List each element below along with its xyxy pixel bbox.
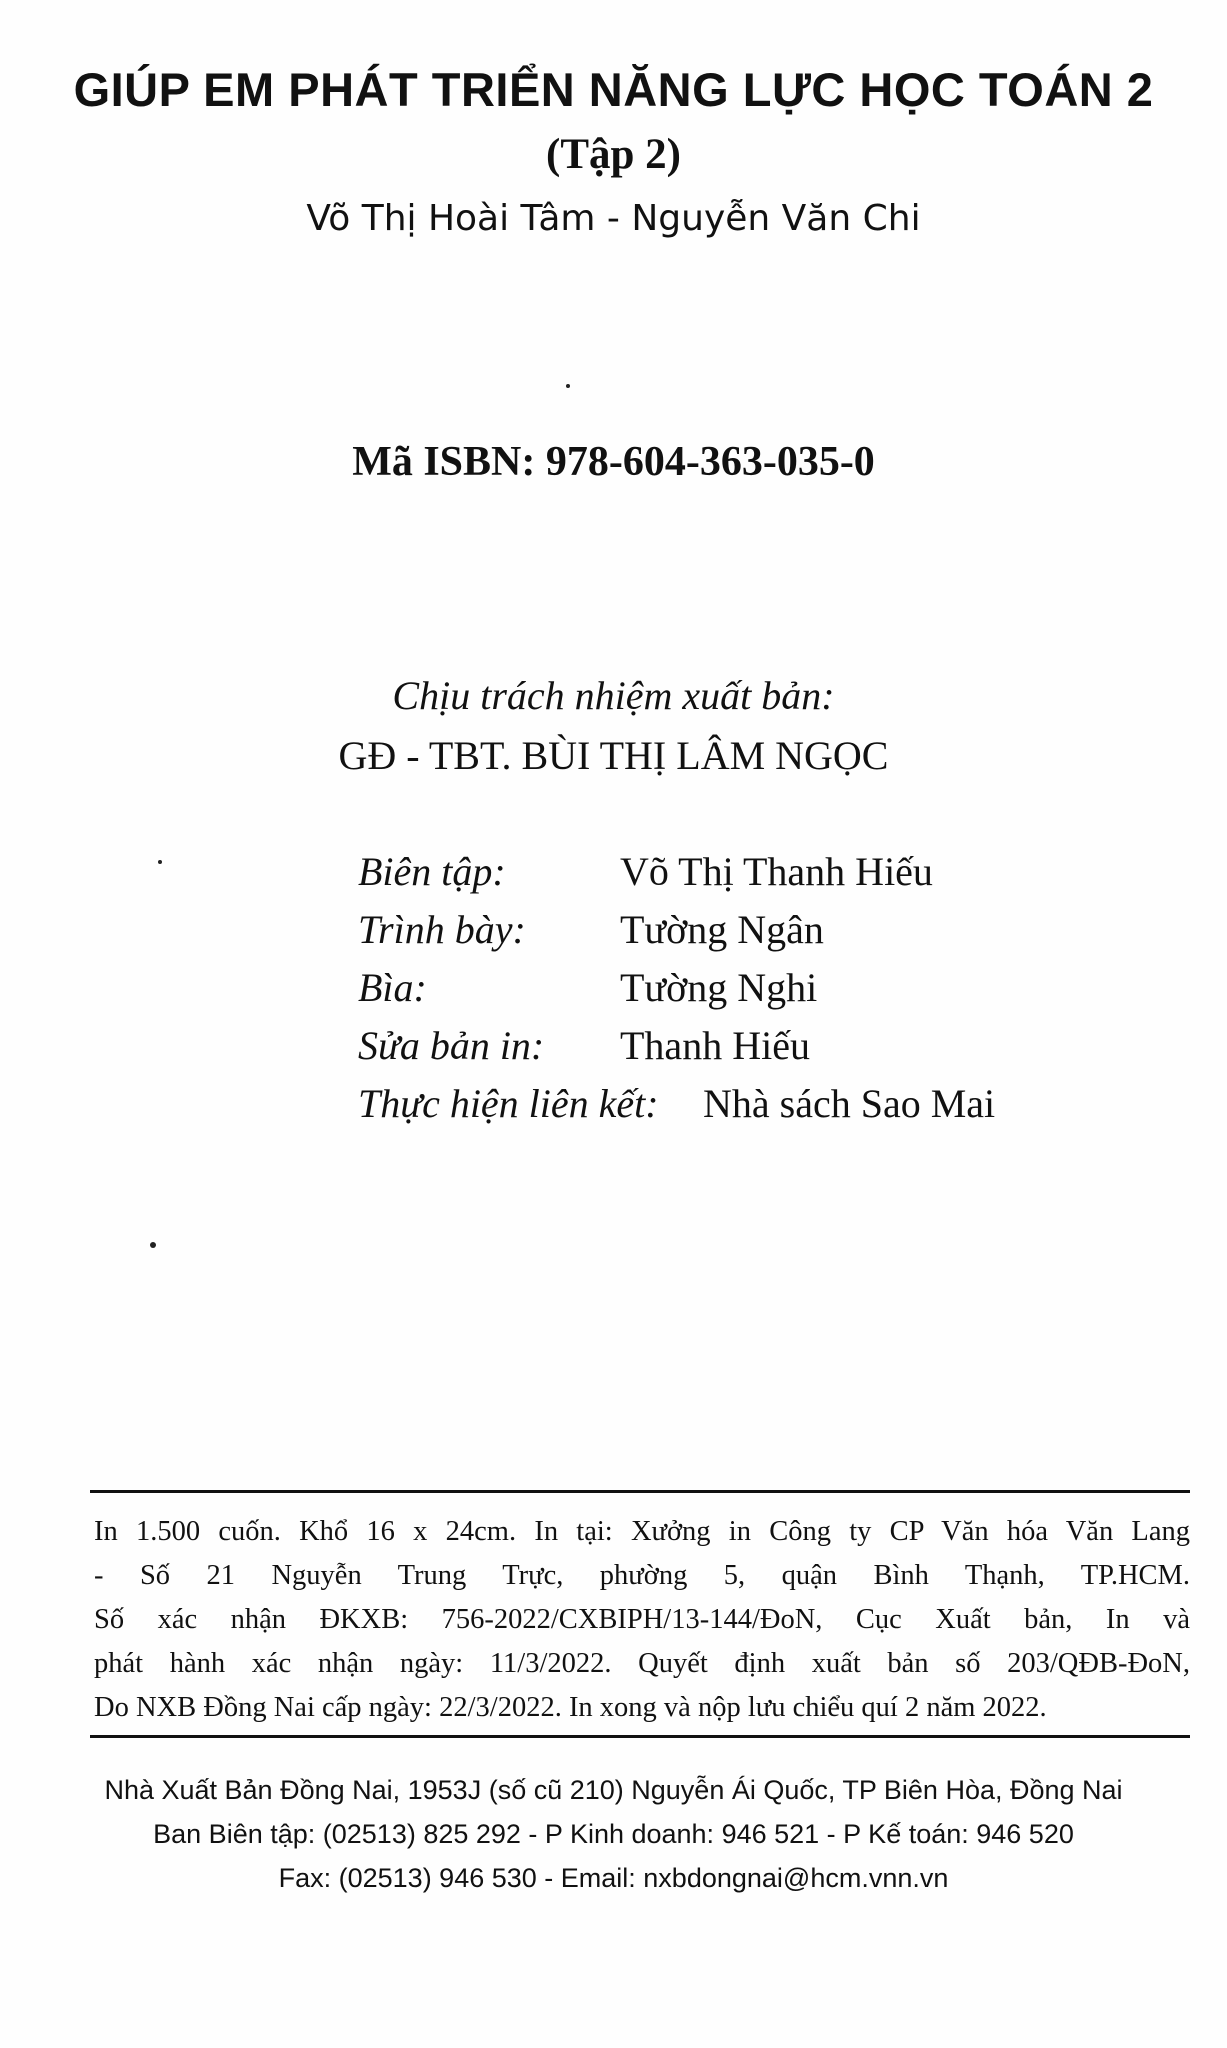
credit-value: Tường Nghi	[620, 965, 818, 1010]
credit-role: Thực hiện liên kết:	[358, 1081, 659, 1126]
print-speck	[150, 1242, 156, 1248]
imprint-line: Do NXB Đồng Nai cấp ngày: 22/3/2022. In xong và nộp lưu chiểu quí 2 năm 2022.	[94, 1692, 1047, 1723]
isbn: Mã ISBN: 978-604-363-035-0	[352, 439, 875, 485]
print-speck	[566, 384, 570, 388]
credits-list	[358, 848, 1158, 1138]
credit-row-editor	[358, 848, 1158, 906]
credit-value: Thanh Hiếu	[620, 1023, 810, 1068]
credit-row-partner	[358, 1080, 1158, 1138]
credit-role: Biên tập:	[358, 849, 506, 894]
imprint-line: phát hành xác nhận ngày: 11/3/2022. Quyết định xuất bản số 203/QĐB-ĐoN,	[94, 1648, 1190, 1679]
credit-value: Võ Thị Thanh Hiếu	[620, 849, 933, 894]
credit-role: Bìa:	[358, 965, 427, 1010]
publisher-block	[0, 1768, 1227, 1900]
credit-role: Trình bày:	[358, 907, 526, 952]
credit-value: Tường Ngân	[620, 907, 824, 952]
imprint-block	[94, 1510, 1190, 1730]
print-speck	[158, 860, 162, 864]
responsibility-label: Chịu trách nhiệm xuất bản:	[392, 673, 835, 718]
divider-top	[90, 1490, 1190, 1493]
book-volume: (Tập 2)	[546, 131, 681, 178]
credit-row-cover	[358, 964, 1158, 1022]
imprint-line: In 1.500 cuốn. Khổ 16 x 24cm. In tại: Xưởng in Công ty CP Văn hóa Văn Lang	[94, 1516, 1190, 1547]
credit-role: Sửa bản in:	[358, 1023, 545, 1068]
publisher-phones: Ban Biên tập: (02513) 825 292 - P Kinh doanh: 946 521 - P Kế toán: 946 520	[153, 1819, 1074, 1849]
publisher-address: Nhà Xuất Bản Đồng Nai, 1953J (số cũ 210) Nguyễn Ái Quốc, TP Biên Hòa, Đồng Nai	[104, 1775, 1123, 1805]
publisher-contact: Fax: (02513) 946 530 - Email: nxbdongnai@hcm.vnn.vn	[278, 1863, 949, 1893]
credit-row-layout	[358, 906, 1158, 964]
book-authors: Võ Thị Hoài Tâm - Nguyễn Văn Chi	[306, 198, 921, 239]
credit-value: Nhà sách Sao Mai	[703, 1081, 996, 1126]
imprint-line: - Số 21 Nguyễn Trung Trực, phường 5, quận Bình Thạnh, TP.HCM.	[94, 1560, 1190, 1591]
divider-bottom	[90, 1735, 1190, 1738]
imprint-line: Số xác nhận ĐKXB: 756-2022/CXBIPH/13-144/ĐoN, Cục Xuất bản, In và	[94, 1604, 1190, 1635]
book-title: GIÚP EM PHÁT TRIỂN NĂNG LỰC HỌC TOÁN 2	[73, 63, 1154, 116]
responsibility-name: GĐ - TBT. BÙI THỊ LÂM NGỌC	[338, 733, 889, 778]
credit-row-proofreading	[358, 1022, 1158, 1080]
